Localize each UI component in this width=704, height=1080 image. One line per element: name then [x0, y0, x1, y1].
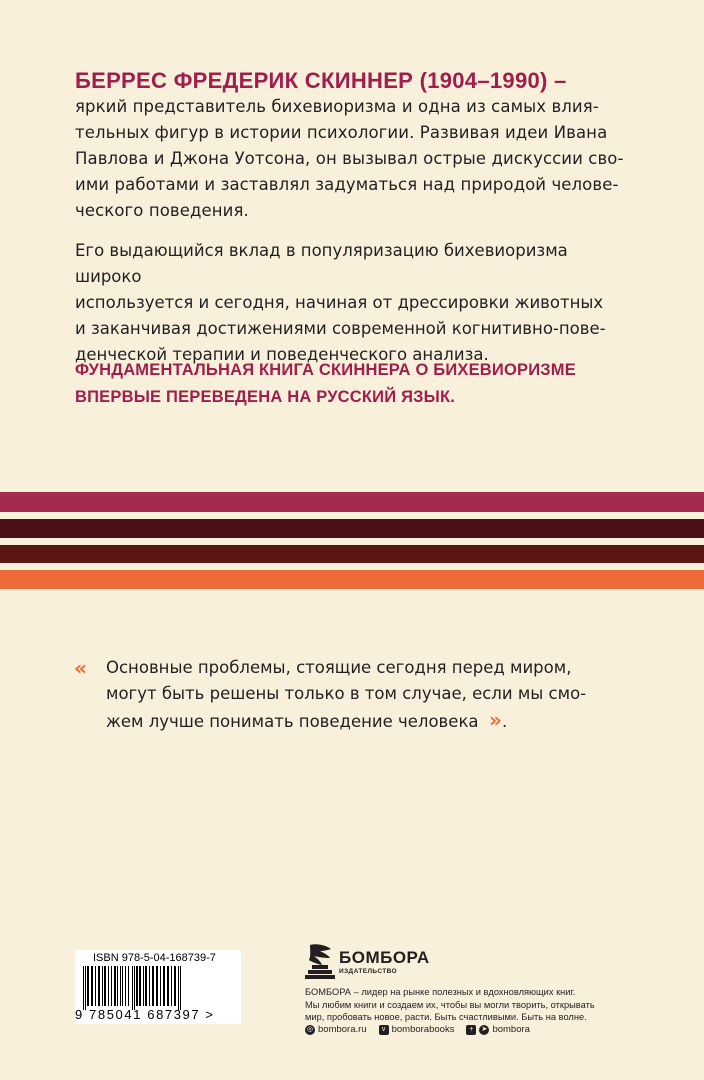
publisher-socials: [305, 1024, 542, 1035]
social-link-web[interactable]: [305, 1024, 367, 1035]
quote-line: Основные проблемы, стоящие сегодня перед миром,: [106, 658, 572, 677]
isbn-text: ISBN 978-5-04-168739-7: [93, 952, 216, 964]
social-text: bomborabooks: [391, 1024, 455, 1035]
barcode-bar: [152, 966, 154, 1006]
paragraph-line: и заканчивая достижениями современной когнитивно-пове-: [75, 319, 606, 338]
web-icon: ◎: [306, 1025, 314, 1033]
author-bio: [75, 66, 635, 224]
headline-line: ФУНДАМЕНТАЛЬНАЯ КНИГА СКИННЕРА О БИХЕВИОРИЗМЕ: [75, 361, 576, 379]
barcode-bar: [145, 966, 147, 1006]
barcode-bar: [156, 966, 158, 1006]
barcode-bar: [174, 966, 176, 1006]
vk-icon: v: [379, 1025, 389, 1035]
decorative-stripe-dark-brown: [0, 545, 704, 563]
publisher-sub: ИЗДАТЕЛЬСТВО: [339, 968, 398, 975]
author-bio-line: ческого поведения.: [75, 201, 249, 220]
barcode-bar: [102, 966, 103, 1006]
quote-close-mark: »: [489, 708, 502, 732]
barcode-digits: 9 785041 687397 >: [75, 1007, 215, 1022]
social-link-telegram[interactable]: [466, 1024, 530, 1035]
barcode-bar: [98, 966, 100, 1006]
publisher-name: БОМБОРА: [339, 948, 430, 967]
barcode-bar: [143, 966, 144, 1006]
quote: [106, 655, 616, 735]
barcode-bar: [132, 966, 133, 1010]
barcode-bar: [122, 966, 123, 1006]
author-bio-line: ими работами и заставлял задуматься над природой челове-: [75, 175, 619, 194]
barcode-bar: [134, 966, 135, 1010]
quote-line-last: [106, 707, 616, 735]
paragraph-line: денческой терапии и поведенческого анализа.: [75, 345, 489, 364]
barcode-bar: [180, 966, 181, 1010]
barcode-bar: [136, 966, 138, 1006]
barcode-bar: [171, 966, 172, 1006]
barcode-bar: [149, 966, 150, 1006]
telegram-icon: ➤: [479, 1025, 489, 1035]
decorative-stripe-orange: [0, 570, 704, 589]
social-link-vk[interactable]: [379, 1024, 455, 1035]
barcode-bar: [111, 966, 112, 1006]
barcode-bar: [104, 966, 106, 1006]
headline-line: ВПЕРВЫЕ ПЕРЕВЕДЕНА НА РУССКИЙ ЯЗЫК.: [75, 388, 456, 406]
barcode-bar: [85, 966, 86, 1010]
barcode-bar: [91, 966, 93, 1006]
barcode-bar: [95, 966, 96, 1006]
social-text: bombora: [492, 1024, 530, 1035]
barcode-bar: [167, 966, 169, 1006]
contribution-paragraph: [75, 238, 635, 368]
publisher-description-line: Мы любим книги и создаем их, чтобы вы могли творить, открывать: [305, 999, 595, 1010]
author-bio-line: тельных фигур в истории психологии. Развивая идеи Ивана: [75, 123, 608, 142]
barcode: [75, 950, 241, 1024]
publisher-description-line: БОМБОРА – лидер на рынке полезных и вдохновляющих книг.: [305, 987, 576, 997]
paragraph-line: используется и сегодня, начиная от дрессировки животных: [75, 293, 604, 312]
quote-line: могут быть решены только в том случае, если мы смо-: [106, 684, 587, 703]
barcode-bar: [87, 966, 89, 1006]
barcode-bar: [125, 966, 126, 1006]
quote-end-punct: .: [501, 712, 508, 731]
barcode-bar: [178, 966, 179, 1010]
barcode-bar: [128, 966, 129, 1006]
headline: [75, 357, 635, 411]
plus-icon: +: [466, 1025, 476, 1035]
barcode-bar: [139, 966, 141, 1006]
author-bio-line: яркий представитель бихевиоризма и одна из самых влия-: [75, 97, 599, 116]
decorative-stripe-crimson: [0, 492, 704, 512]
barcode-bar: [108, 966, 109, 1006]
social-text: bombora.ru: [318, 1024, 367, 1035]
decorative-stripe-dark-burgundy: [0, 519, 704, 538]
barcode-bar: [117, 966, 118, 1006]
quote-open-mark: «: [74, 656, 87, 680]
quote-line: жем лучше понимать поведение человека: [106, 712, 479, 731]
barcode-bar: [114, 966, 116, 1006]
author-name: БЕРРЕС ФРЕДЕРИК СКИННЕР (1904–1990) –: [75, 68, 567, 93]
barcode-bar: [120, 966, 121, 1006]
publisher-description: [305, 986, 605, 1024]
barcode-bar: [160, 966, 161, 1006]
publisher-description-line: мир, пробовать новое, расти. Быть счастливыми. Быть на волне.: [305, 1012, 587, 1022]
author-bio-line: Павлова и Джона Уотсона, он вызывал острые дискуссии сво-: [75, 149, 624, 168]
bombora-logo-icon: [304, 943, 336, 979]
barcode-bar: [163, 966, 165, 1006]
barcode-bar: [83, 966, 84, 1010]
paragraph-line: Его выдающийся вклад в популяризацию бихевиоризма широко: [75, 241, 568, 286]
